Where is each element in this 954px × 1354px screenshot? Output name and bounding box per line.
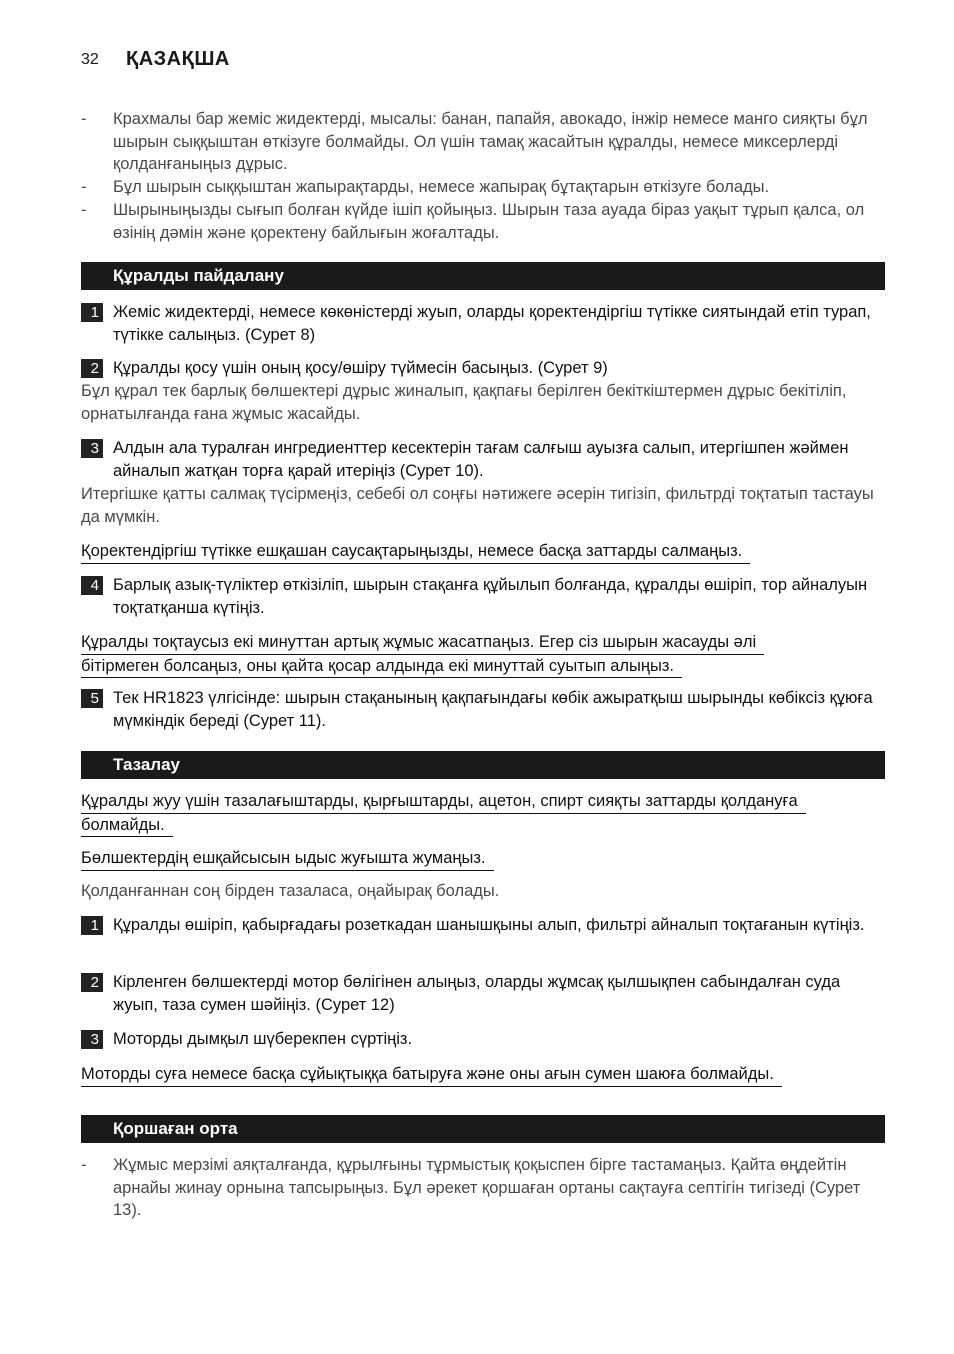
step-number: 3 <box>81 439 103 458</box>
section-header-environment <box>81 1115 885 1143</box>
step-number: 1 <box>81 916 103 935</box>
step-number: 2 <box>81 973 103 992</box>
use-step-2-note: Бұл құрал тек барлық бөлшектері дұрыс жиналып, қақпағы берілген бекіткіштермен дұрыс бекітіліп, орнатылғанда ғана жұмыс жасайды. <box>81 382 847 423</box>
section-title: Тазалау <box>113 755 181 774</box>
step-number: 2 <box>81 359 103 378</box>
clean-note: Қолданғаннан соң бірден тазаласа, оңайырақ болады. <box>81 882 500 900</box>
use-step-3: 3 Алдын ала туралған ингредиенттер кесектерін тағам салғыш ауызға салып, итергішпен жәймен айналып жатқан торға қарай итеріңіз (Сурет 10). <box>81 437 887 482</box>
step-number: 1 <box>81 303 103 322</box>
section-header-use <box>81 262 885 290</box>
bullet-dash: - <box>81 201 87 219</box>
page-number: 32 <box>81 51 99 68</box>
clean-step-1: 1 Құралды өшіріп, қабырғадағы розеткадан шанышқыны алып, фильтрі айналып тоқтағанын күтіңіз. <box>81 914 887 937</box>
clean-step-2: 2 Кірленген бөлшектерді мотор бөлігінен алыңыз, оларды жұмсақ қылшықпен сабындалған суда жуып, таза сумен шәйіңіз. (Сурет 12) <box>81 971 887 1016</box>
env-bullet: - Жұмыс мерзімі аяқталғанда, құрылғыны тұрмыстық қоқыспен бірге тастамаңыз. Қайта өңдейтін арнайы жинау орнына тапсырыңыз. Бұл әрекет қоршаған ортаны сақтауға септігін тигізеді (Сурет 13). <box>81 1156 861 1219</box>
clean-step-3: 3 Моторды дымқыл шүберекпен сүртіңіз. <box>81 1028 887 1051</box>
clean-warning-1: Құралды жуу үшін тазалағыштарды, қырғыштарды, ацетон, спирт сияқты заттарды қолдануға болмайды. <box>81 790 806 837</box>
use-warning-2: Құралды тоқтаусыз екі минуттан артық жұмыс жасатпаңыз. Егер сіз шырын жасауды әлі бітірмеген болсаңыз, оны қайта қосар алдында екі минуттай суытып алыңыз. <box>81 631 764 678</box>
use-step-1: 1 Жеміс жидектерді, немесе көкөністерді жуып, оларды қоректендіргіш түтікке сиятындай етіп турап, түтікке салыңыз. (Сурет 8) <box>81 301 887 346</box>
step-number: 4 <box>81 576 103 595</box>
use-step-4: 4 Барлық азық-түліктер өткізіліп, шырын стақанға құйылып болғанда, құралды өшіріп, тор айналуын тоқтатқанша күтіңіз. <box>81 574 887 619</box>
language-heading: ҚАЗАҚША <box>126 48 230 70</box>
step-number: 3 <box>81 1030 103 1049</box>
step-number: 5 <box>81 689 103 708</box>
section-title: Қоршаған орта <box>113 1119 238 1138</box>
clean-warning-2: Бөлшектердің ешқайсысын ыдыс жуғышта жумаңыз. <box>81 847 494 871</box>
intro-bullet-3: - Шырыныңызды сығып болған күйде ішіп қойыңыз. Шырын таза ауада біраз уақыт тұрып қалса, ол өзінің дәмін және қоректену байлығын жоғалтады. <box>81 201 865 242</box>
bullet-dash: - <box>81 110 87 128</box>
use-step-3-note: Итергішке қатты салмақ түсірмеңіз, себебі ол соңғы нәтижеге әсерін тигізіп, фильтрді тоқтатып тастауы да мүмкін. <box>81 485 874 526</box>
section-title: Құралды пайдалану <box>113 266 284 285</box>
bullet-dash: - <box>81 1156 87 1174</box>
bullet-dash: - <box>81 178 87 196</box>
use-step-2: 2 Құралды қосу үшін оның қосу/өшіру түймесін басыңыз. (Сурет 9) <box>81 357 887 380</box>
use-step-5: 5 Тек HR1823 үлгісінде: шырын стақанының қақпағындағы көбік ажыратқыш шырынды көбіксіз құюға мүмкіндік береді (Сурет 11). <box>81 687 887 732</box>
use-warning-1: Қоректендіргіш түтікке ешқашан саусақтарыңызды, немесе басқа заттарды салмаңыз. <box>81 540 750 564</box>
intro-bullet-1: - Крахмалы бар жеміс жидектерді, мысалы: банан, папайя, авокадо, інжір немесе манго сияқты бұл шырын сыққыштан өткізуге болмайды. Ол үшін тамақ жасайтын құралды, немесе миксерлерді қолданғаныңыз дұрыс. <box>81 110 868 173</box>
clean-warning-3: Моторды суға немесе басқа сұйықтыққа батыруға және оны ағын сумен шаюға болмайды. <box>81 1063 782 1087</box>
intro-bullet-2: - Бұл шырын сыққыштан жапырақтарды, немесе жапырақ бұтақтарын өткізуге болады. <box>81 176 887 199</box>
section-header-cleaning <box>81 751 885 779</box>
